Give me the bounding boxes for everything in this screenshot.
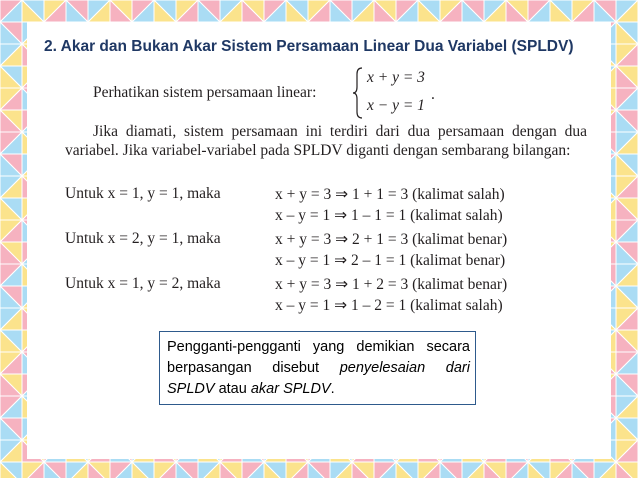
case-1-label: Untuk x = 1, y = 1, maka [65,185,221,202]
note-text-3: . [330,381,335,397]
left-brace [352,67,364,119]
case-3-label: Untuk x = 1, y = 2, maka [65,275,221,292]
case-3-equation-2: x – y = 1 ⇒ 1 – 2 = 1 (kalimat salah) [275,297,503,314]
case-2-equation-1: x + y = 3 ⇒ 2 + 1 = 3 (kalimat benar) [275,231,508,248]
system-period: . [431,86,435,103]
case-2-label: Untuk x = 2, y = 1, maka [65,230,221,247]
note-text-1: Pengganti-pengganti yang demikian secara berpasangan disebut [167,339,470,376]
case-1-equation-1: x + y = 3 ⇒ 1 + 1 = 3 (kalimat salah) [275,186,505,203]
note-emphasis-2: akar SPLDV [250,381,331,397]
case-1-equation-2: x – y = 1 ⇒ 1 – 1 = 1 (kalimat salah) [275,207,503,224]
intro-text: Perhatikan sistem persamaan linear: [93,84,317,101]
case-3-equation-1: x + y = 3 ⇒ 1 + 2 = 3 (kalimat benar) [275,276,508,293]
note-emphasis-1: penyelesaian dari SPLDV [167,360,470,397]
system-equation-1: x + y = 3 [367,69,425,86]
slide-title: 2. Akar dan Bukan Akar Sistem Persamaan Linear Dua Variabel (SPLDV) [44,38,574,55]
note-text-2: atau [214,381,251,397]
explanation-paragraph: Jika diamati, sistem persamaan ini terdiri dari dua persamaan dengan dua variabel. Jika variabel-variabel pada SPLDV diganti dengan sembarang bilangan: [65,123,587,159]
case-2-equation-2: x – y = 1 ⇒ 2 – 1 = 1 (kalimat benar) [275,252,506,269]
definition-box [159,331,476,405]
system-equation-2: x − y = 1 [367,97,425,114]
